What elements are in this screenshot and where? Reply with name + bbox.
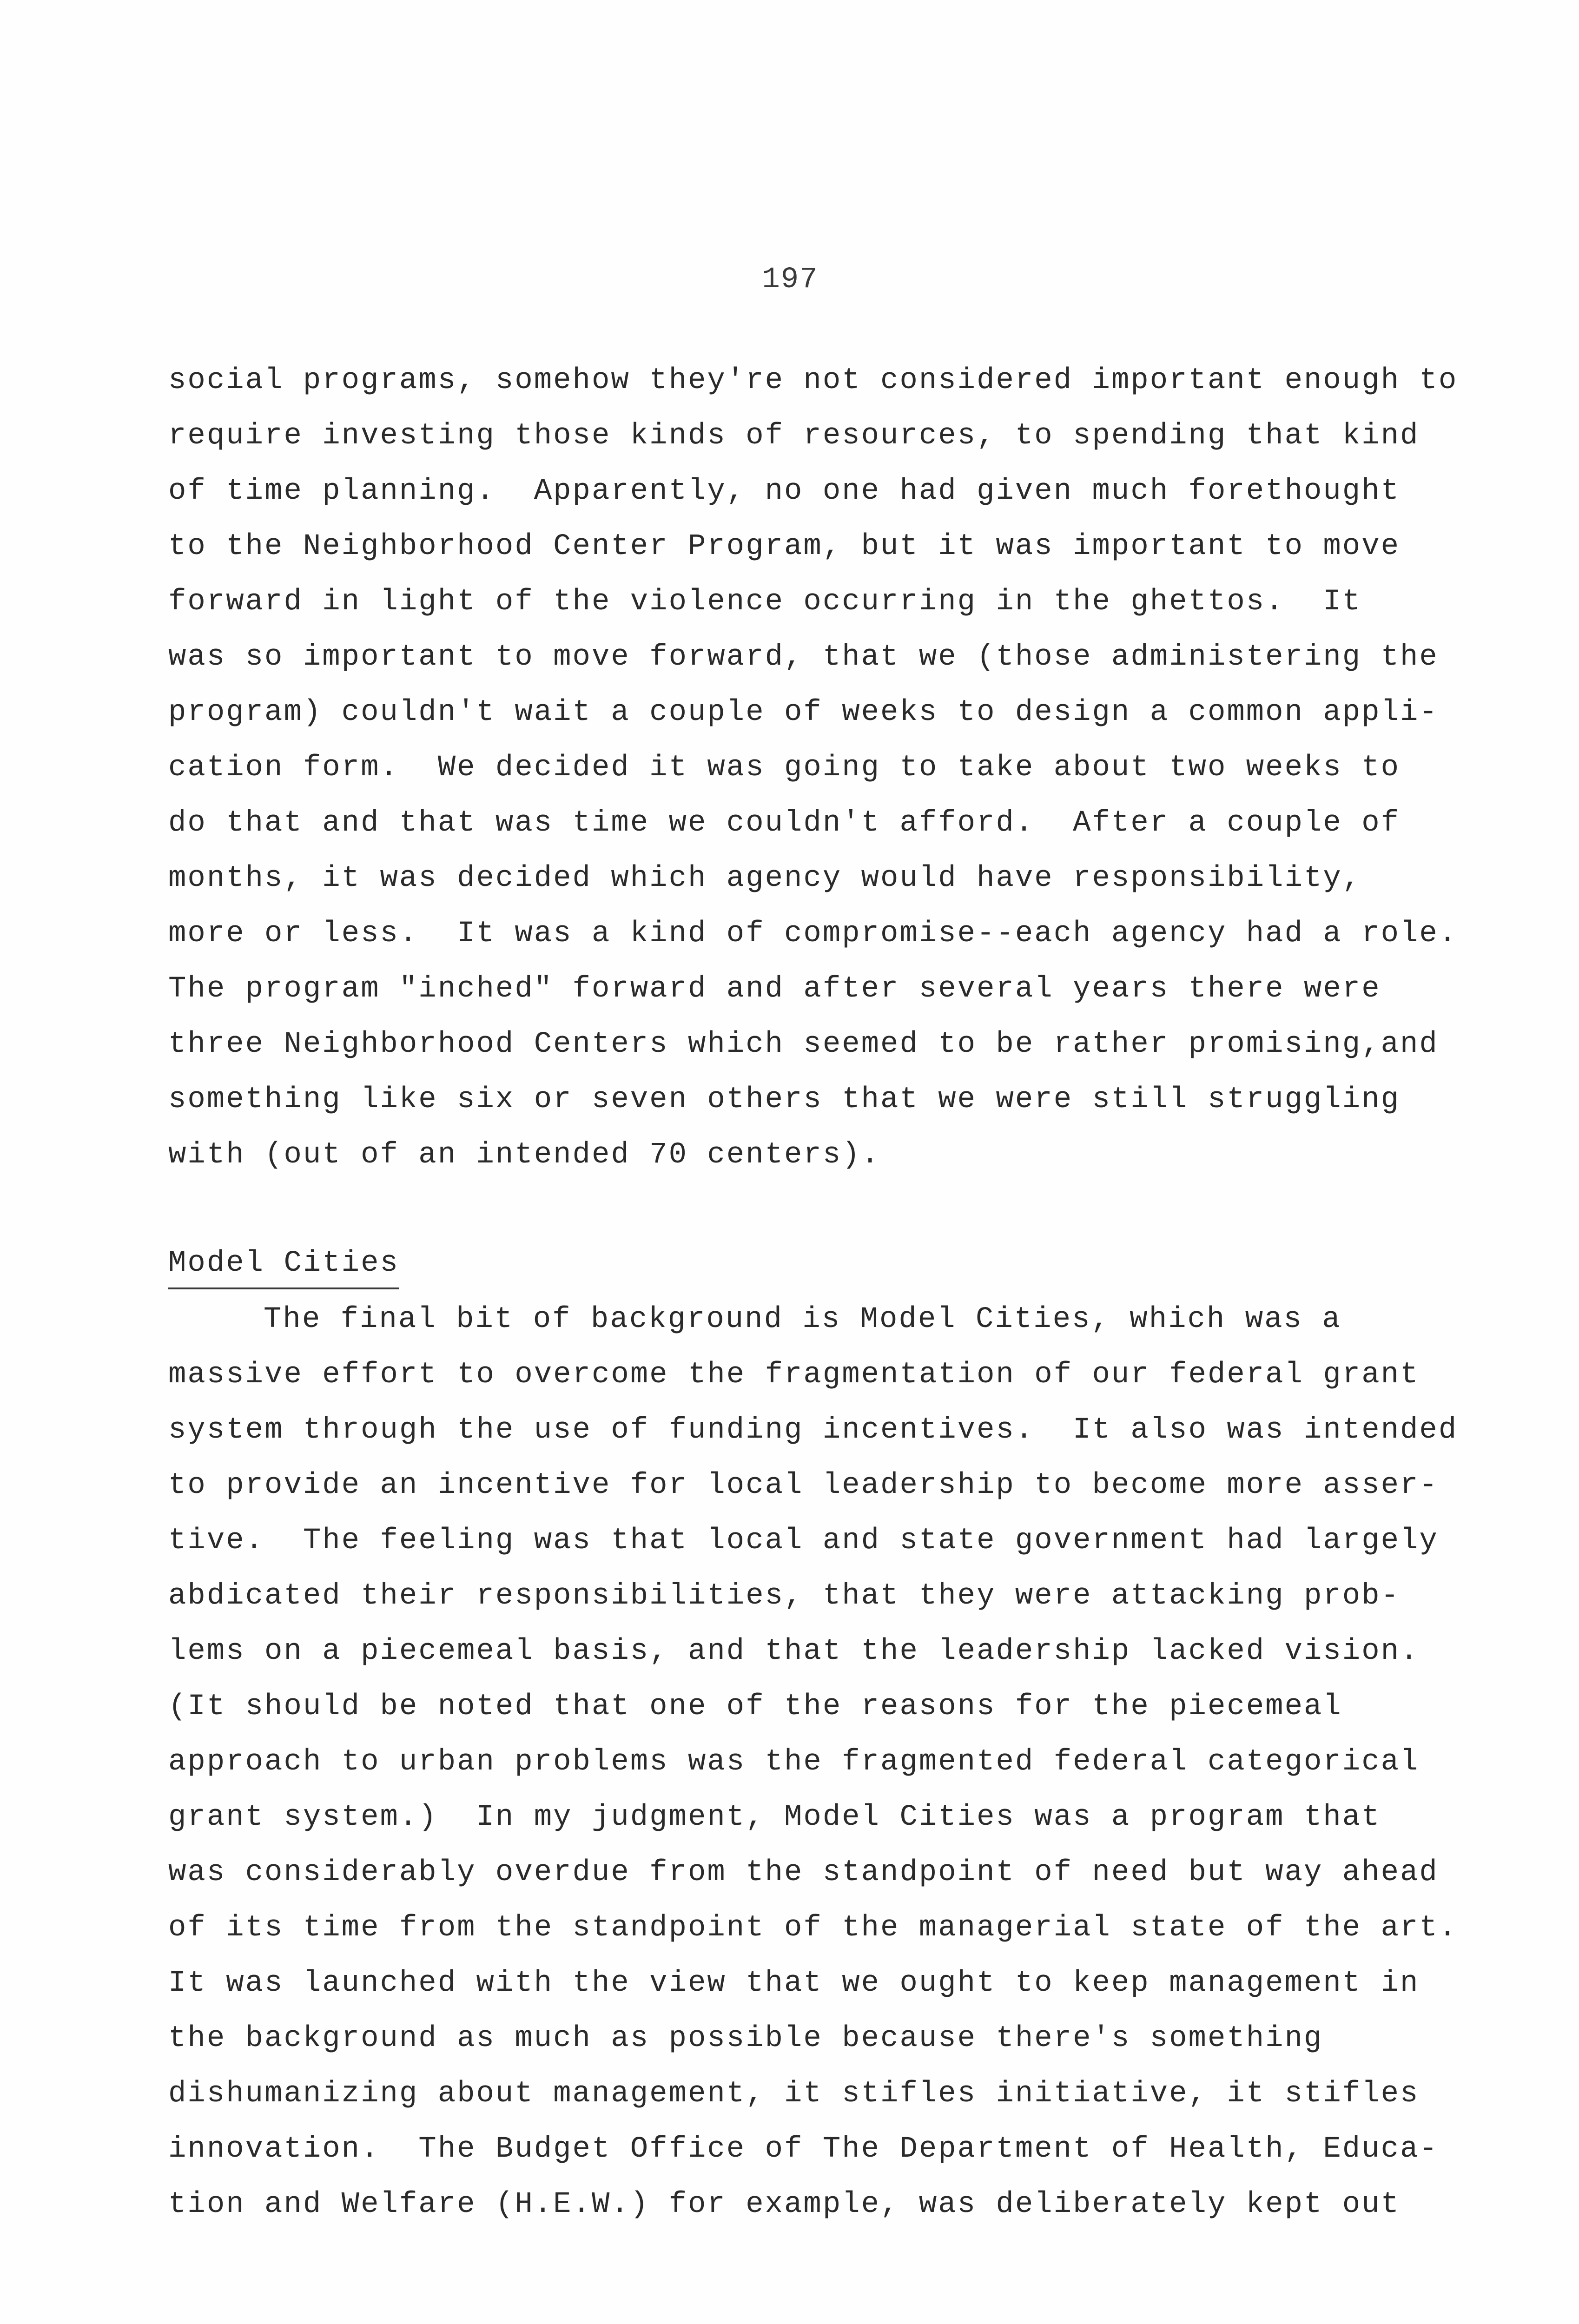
text-line: It was launched with the view that we ought to keep management in — [168, 1967, 1420, 2000]
text-line: The final bit of background is Model Cities, which was a — [264, 1303, 1341, 1336]
text-line: tion and Welfare (H.E.W.) for example, was deliberately kept out — [168, 2188, 1400, 2221]
text-line: of time planning. Apparently, no one had given much forethought — [168, 475, 1400, 508]
text-line: something like six or seven others that we were still struggling — [168, 1083, 1400, 1116]
text-line: months, it was decided which agency would have responsibility, — [168, 862, 1362, 895]
text-line: forward in light of the violence occurring in the ghettos. It — [168, 585, 1362, 619]
page-number: 197 — [762, 263, 819, 297]
section-heading-model-cities: Model Cities — [168, 1240, 399, 1289]
text-line: the background as much as possible because there's something — [168, 2022, 1323, 2055]
text-line: to provide an incentive for local leadership to become more asser- — [168, 1469, 1439, 1502]
text-line: cation form. We decided it was going to take about two weeks to — [168, 751, 1400, 785]
text-line: of its time from the standpoint of the managerial state of the art. — [168, 1911, 1458, 1945]
text-line: tive. The feeling was that local and state government had largely — [168, 1524, 1439, 1558]
paragraph-neighborhood-centers — [168, 353, 1458, 1183]
text-line: social programs, somehow they're not considered important enough to — [168, 364, 1458, 397]
text-line: innovation. The Budget Office of The Department of Health, Educa- — [168, 2133, 1439, 2166]
text-line: abdicated their responsibilities, that they were attacking prob- — [168, 1579, 1400, 1613]
text-line: The program "inched" forward and after several years there were — [168, 972, 1381, 1006]
text-line: to the Neighborhood Center Program, but it was important to move — [168, 530, 1400, 563]
text-line: dishumanizing about management, it stifles initiative, it stifles — [168, 2077, 1420, 2111]
text-line: with (out of an intended 70 centers). — [168, 1138, 881, 1172]
paragraph-model-cities — [168, 1292, 1458, 2232]
text-line: grant system.) In my judgment, Model Cities was a program that — [168, 1801, 1381, 1834]
text-line: require investing those kinds of resources, to spending that kind — [168, 419, 1420, 453]
text-line: program) couldn't wait a couple of weeks to design a common appli- — [168, 696, 1439, 729]
text-line: massive effort to overcome the fragmentation of our federal grant — [168, 1358, 1420, 1392]
text-line: was so important to move forward, that we (those administering the — [168, 640, 1439, 674]
text-line: approach to urban problems was the fragmented federal categorical — [168, 1745, 1420, 1779]
text-line: more or less. It was a kind of compromise--each agency had a role. — [168, 917, 1458, 951]
text-line: was considerably overdue from the standpoint of need but way ahead — [168, 1856, 1439, 1889]
text-line: do that and that was time we couldn't afford. After a couple of — [168, 806, 1400, 840]
text-line: three Neighborhood Centers which seemed to be rather promising,and — [168, 1028, 1439, 1061]
text-line: (It should be noted that one of the reasons for the piecemeal — [168, 1690, 1342, 1723]
text-line: lems on a piecemeal basis, and that the leadership lacked vision. — [168, 1635, 1420, 1668]
text-line: system through the use of funding incentives. It also was intended — [168, 1413, 1458, 1447]
